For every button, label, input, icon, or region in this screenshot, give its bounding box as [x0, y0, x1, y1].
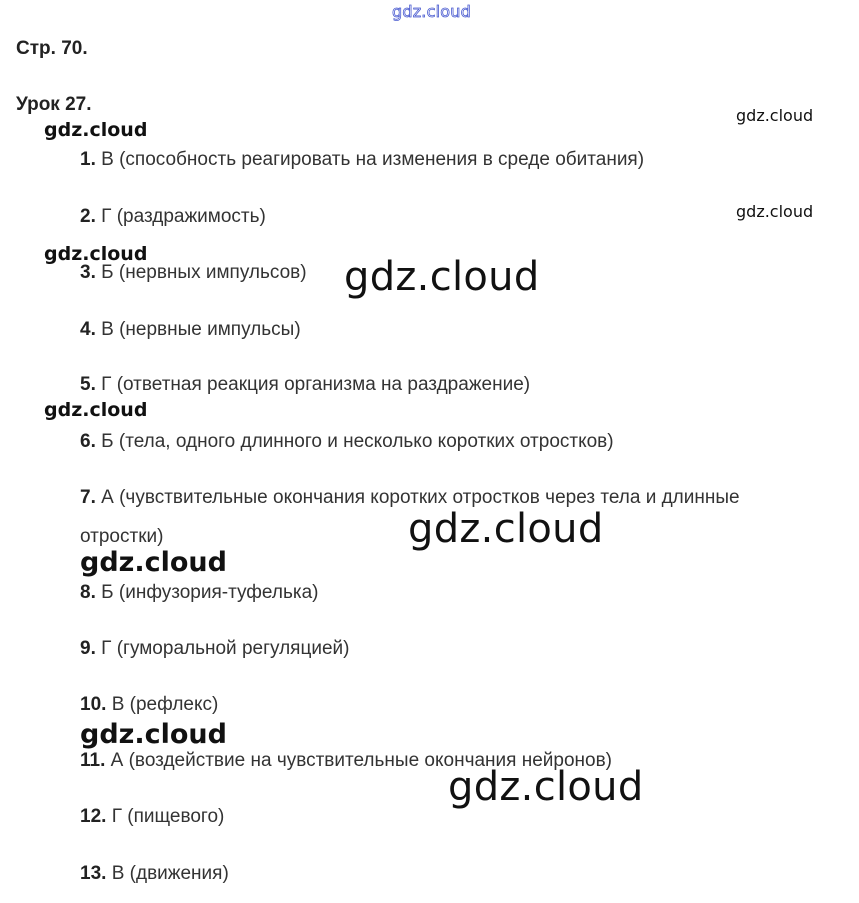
- answer-12: [80, 806, 224, 828]
- answer-9: [80, 638, 349, 660]
- answer-text: Г (ответная реакция организма на раздражение): [95, 374, 531, 395]
- answer-number: 9.: [80, 638, 96, 659]
- lesson-heading: Урок 27.: [16, 94, 92, 115]
- watermark-left-5: gdz.cloud: [80, 719, 227, 750]
- watermark-right-2: gdz.cloud: [736, 202, 814, 221]
- answer-text: Г (гуморальной регуляцией): [95, 638, 350, 659]
- answer-text: В (рефлекс): [106, 694, 219, 715]
- answer-text: Г (пищевого): [106, 806, 225, 827]
- answer-number: 13.: [80, 863, 107, 884]
- answer-number: 12.: [80, 806, 107, 827]
- answer-number: 1.: [80, 149, 96, 170]
- answer-number: 8.: [80, 582, 96, 603]
- answer-number: 10.: [80, 694, 107, 715]
- answer-number: 2.: [80, 206, 96, 227]
- answer-text: Б (нервных импульсов): [95, 262, 307, 283]
- answer-text: В (нервные импульсы): [95, 319, 301, 340]
- answer-number: 3.: [80, 262, 96, 283]
- answer-text: А (чувствительные окончания коротких отростков через тела и длинные: [95, 487, 740, 508]
- answer-number: 4.: [80, 319, 96, 340]
- answer-10: [80, 694, 218, 716]
- answer-text: В (способность реагировать на изменения в среде обитания): [95, 149, 645, 170]
- answer-7-continuation: отростки): [80, 526, 164, 547]
- answer-6: [80, 431, 614, 453]
- answer-1: [80, 149, 644, 171]
- watermark-left-2: gdz.cloud: [44, 243, 148, 265]
- answer-3: [80, 262, 307, 284]
- watermark-left-4: gdz.cloud: [80, 547, 227, 578]
- watermark-left-1: gdz.cloud: [44, 119, 148, 141]
- answer-text: В (движения): [106, 863, 229, 884]
- answer-text: А (воздействие на чувствительные окончания нейронов): [105, 750, 612, 771]
- answer-number: 5.: [80, 374, 96, 395]
- answer-number: 7.: [80, 487, 96, 508]
- top-watermark: gdz.cloud: [392, 2, 471, 21]
- watermark-right-1: gdz.cloud: [736, 106, 814, 125]
- answer-8: [80, 582, 318, 604]
- answer-text: Б (тела, одного длинного и несколько коротких отростков): [95, 431, 614, 452]
- watermark-big-1: gdz.cloud: [344, 254, 540, 300]
- answer-number: 6.: [80, 431, 96, 452]
- answer-2: [80, 206, 266, 228]
- page-number-heading: Стр. 70.: [16, 38, 88, 59]
- answer-5: [80, 374, 530, 396]
- answer-13: [80, 863, 229, 885]
- answer-text: Г (раздражимость): [95, 206, 266, 227]
- watermark-left-3: gdz.cloud: [44, 399, 148, 421]
- answer-number: 11.: [80, 750, 106, 771]
- watermark-big-3: gdz.cloud: [448, 764, 644, 810]
- watermark-big-2: gdz.cloud: [408, 506, 604, 552]
- answer-text: Б (инфузория-туфелька): [95, 582, 319, 603]
- answer-4: [80, 319, 301, 341]
